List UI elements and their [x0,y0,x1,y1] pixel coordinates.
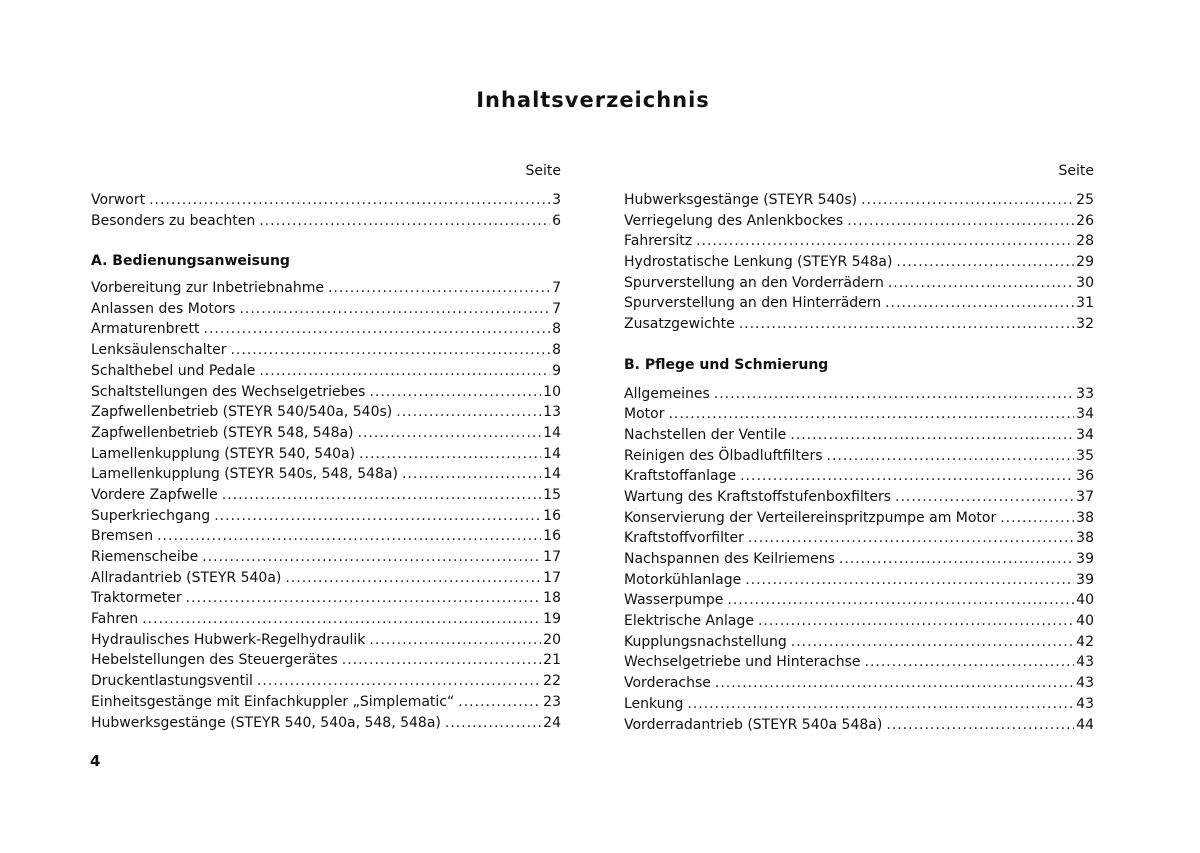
toc-entry-title: Fahrersitz [624,233,693,250]
toc-entry-title: Spurverstellung an den Vorderrädern [624,274,884,291]
dot-leader [259,211,550,232]
toc-entry-title: Lamellenkupplung (STEYR 540, 540a) [91,445,356,462]
dot-leader [359,444,541,465]
toc-entry-page: 28 [1076,233,1094,250]
dot-leader [402,464,541,485]
toc-entry-page: 19 [543,611,561,628]
toc-entry-title: Traktormeter [91,590,182,607]
toc-entry-page: 26 [1076,212,1094,229]
toc-entry-title: Spurverstellung an den Hinterrädern [624,295,882,312]
dot-leader [727,590,1074,611]
toc-entry [624,487,1094,508]
toc-entry-title: Motorkühlanlage [624,571,742,588]
toc-entry [91,190,561,211]
toc-left-column [91,160,561,733]
toc-entry-page: 43 [1076,675,1094,692]
toc-entry-title: Bremsen [91,528,154,545]
dot-leader [696,231,1074,252]
toc-entry-title: Hubwerksgestänge (STEYR 540s) [624,192,858,208]
dot-leader [214,506,541,527]
toc-entry [91,630,561,651]
toc-entry-title: Kraftstoffvorfilter [624,530,744,547]
dot-leader [847,211,1074,232]
toc-entry-page: 34 [1076,406,1094,423]
toc-entry [91,671,561,692]
toc-entry [91,568,561,589]
toc-entry-page: 30 [1076,274,1094,291]
page-title: Inhaltsverzeichnis [476,88,710,112]
toc-entry [91,319,561,340]
toc-entry-page: 39 [1076,551,1094,567]
toc-entry-page: 34 [1076,426,1094,443]
toc-entry-page: 33 [1076,385,1094,402]
toc-entry [624,590,1094,611]
toc-entry-page: 17 [543,549,561,565]
dot-leader [230,340,550,361]
toc-entry-title: Wasserpumpe [624,592,724,609]
toc-entry [91,650,561,671]
toc-entry [91,506,561,527]
dot-leader [885,293,1074,314]
toc-entry-title: Hydrostatische Lenkung (STEYR 548a) [624,254,893,271]
toc-entry-title: Elektrische Anlage [624,613,754,630]
dot-leader [687,694,1074,715]
toc-entry [91,588,561,609]
toc-entry-page: 20 [543,631,561,648]
toc-entry-title: Zapfwellenbetrieb (STEYR 540/540a, 540s) [91,404,393,421]
toc-entry [91,382,561,403]
toc-entry-title: Allgemeines [624,385,710,402]
dot-leader [888,273,1074,294]
toc-entry-title: Vordere Zapfwelle [91,486,218,503]
toc-entry [624,508,1094,529]
toc-entry [624,570,1094,591]
toc-entry [91,464,561,485]
dot-leader [715,673,1074,694]
toc-entry-title: Druckentlastungsventil [91,673,253,690]
toc-entry-page: 35 [1076,447,1094,464]
toc-entry-title: Reinigen des Ölbadluftfilters [624,447,823,464]
toc-entry-title: Vorbereitung zur Inbetriebnahme [91,280,324,297]
toc-entry-title: Hydraulisches Hubwerk-Regelhydraulik [91,631,366,648]
toc-entry-page: 18 [543,590,561,607]
toc-entry-title: Wechselgetriebe und Hinterachse [624,654,861,671]
toc-entry-title: Lamellenkupplung (STEYR 540s, 548, 548a) [91,466,398,483]
toc-entry-page: 42 [1076,633,1094,650]
toc-section-b-list [624,384,1094,736]
toc-continued-list [624,190,1094,335]
toc-entry-page: 25 [1076,192,1094,208]
toc-entry-page: 14 [543,466,561,483]
toc-entry-page: 17 [543,569,561,586]
toc-entry [91,340,561,361]
toc-right-column [624,160,1094,735]
toc-entry-page: 37 [1076,488,1094,505]
dot-leader [886,715,1074,736]
dot-leader [202,547,541,568]
toc-entry [91,485,561,506]
dot-leader [895,487,1074,508]
dot-leader [186,588,542,609]
toc-entry [624,190,1094,211]
toc-entry-title: Schalthebel und Pedale [91,362,256,379]
dot-leader [328,278,550,299]
dot-leader [865,652,1075,673]
toc-entry-title: Einheitsgestänge mit Einfachkuppler „Simplematic“ [91,693,455,710]
dot-leader [790,425,1074,446]
dot-leader [142,609,541,630]
toc-entry [624,673,1094,694]
page-number: 4 [90,752,101,770]
dot-leader [342,650,541,671]
toc-entry-title: Wartung des Kraftstoffstufenboxfilters [624,488,892,505]
toc-entry-page: 22 [543,673,561,690]
toc-entry-page: 16 [543,528,561,545]
toc-entry [91,713,561,734]
toc-entry-title: Riemenscheibe [91,549,199,565]
seite-label: Seite [1058,163,1094,179]
toc-entry-title: Motor [624,406,665,423]
toc-entry-title: Lenkung [624,695,684,712]
toc-intro-list [91,190,561,231]
toc-entry-page: 43 [1076,695,1094,712]
dot-leader [369,382,541,403]
toc-entry-page: 14 [543,424,561,441]
toc-entry-page: 9 [552,362,561,379]
toc-entry-title: Besonders zu beachten [91,212,256,229]
toc-entry [91,402,561,423]
toc-entry [91,444,561,465]
toc-entry-title: Hebelstellungen des Steuergerätes [91,652,338,669]
toc-entry-title: Vorderachse [624,675,711,692]
toc-entry-page: 10 [543,383,561,400]
toc-entry-page: 31 [1076,295,1094,312]
toc-entry [91,361,561,382]
toc-entry-page: 7 [552,300,561,317]
toc-entry-page: 23 [543,693,561,710]
dot-leader [239,299,550,320]
toc-entry [624,404,1094,425]
dot-leader [445,713,541,734]
section-heading: B. Pflege und Schmierung [624,356,829,373]
toc-entry-title: Nachspannen des Keilriemens [624,551,835,567]
toc-entry [624,273,1094,294]
toc-entry-title: Konservierung der Verteilereinspritzpumpe am Motor [624,509,997,526]
toc-entry-page: 44 [1076,716,1094,733]
dot-leader [740,466,1074,487]
dot-leader [149,190,550,211]
toc-section-a-list [91,278,561,733]
toc-entry-title: Hubwerksgestänge (STEYR 540, 540a, 548, 548a) [91,714,441,731]
dot-leader [157,526,541,547]
toc-entry-title: Armaturenbrett [91,321,200,338]
toc-entry [91,278,561,299]
toc-entry-page: 40 [1076,592,1094,609]
toc-entry-title: Anlassen des Motors [91,300,236,317]
toc-entry-title: Vorwort [91,192,146,208]
dot-leader [259,361,550,382]
toc-entry-title: Superkriechgang [91,507,211,524]
toc-entry-page: 8 [552,321,561,338]
toc-entry-page: 29 [1076,254,1094,271]
dot-leader [668,404,1074,425]
toc-entry [624,632,1094,653]
toc-entry-title: Lenksäulenschalter [91,342,227,359]
toc-entry-page: 40 [1076,613,1094,630]
toc-entry-page: 32 [1076,316,1094,333]
toc-entry-page: 13 [543,404,561,421]
dot-leader [827,446,1075,467]
toc-entry [624,466,1094,487]
dot-leader [791,632,1074,653]
toc-entry-title: Verriegelung des Anlenkbockes [624,212,844,229]
toc-entry-page: 8 [552,342,561,359]
toc-entry-page: 16 [543,507,561,524]
dot-leader [896,252,1074,273]
toc-entry-page: 7 [552,280,561,297]
toc-entry-page: 38 [1076,509,1094,526]
toc-entry [624,694,1094,715]
toc-entry-page: 21 [543,652,561,669]
toc-entry [624,384,1094,405]
dot-leader [222,485,541,506]
seite-label: Seite [525,163,561,179]
toc-entry-title: Kupplungsnachstellung [624,633,787,650]
toc-entry [91,211,561,232]
toc-entry [624,446,1094,467]
toc-entry [624,425,1094,446]
toc-entry-page: 36 [1076,468,1094,485]
dot-leader [204,319,551,340]
toc-entry [91,609,561,630]
toc-entry [91,547,561,568]
toc-entry-page: 39 [1076,571,1094,588]
dot-leader [739,314,1074,335]
toc-entry-page: 6 [552,212,561,229]
toc-entry-title: Schaltstellungen des Wechselgetriebes [91,383,366,400]
toc-entry [624,611,1094,632]
dot-leader [369,630,541,651]
toc-entry-title: Zusatzgewichte [624,316,735,333]
toc-entry-page: 24 [543,714,561,731]
toc-entry [91,423,561,444]
toc-entry [91,692,561,713]
dot-leader [285,568,541,589]
toc-entry-title: Zapfwellenbetrieb (STEYR 548, 548a) [91,424,354,441]
toc-entry [624,528,1094,549]
toc-entry-title: Allradantrieb (STEYR 540a) [91,569,282,586]
toc-entry-title: Nachstellen der Ventile [624,426,787,443]
dot-leader [748,528,1074,549]
dot-leader [257,671,541,692]
dot-leader [839,549,1074,570]
dot-leader [714,384,1074,405]
dot-leader [745,570,1074,591]
toc-entry [624,252,1094,273]
dot-leader [861,190,1074,211]
dot-leader [758,611,1074,632]
toc-entry-title: Kraftstoffanlage [624,468,737,485]
dot-leader [396,402,541,423]
toc-entry [624,293,1094,314]
toc-entry [624,549,1094,570]
section-heading: A. Bedienungsanweisung [91,253,290,270]
toc-entry [624,314,1094,335]
toc-entry [624,652,1094,673]
toc-entry [91,299,561,320]
toc-entry-title: Fahren [91,611,139,628]
toc-entry [624,231,1094,252]
dot-leader [1000,508,1074,529]
toc-entry [624,715,1094,736]
toc-entry-page: 38 [1076,530,1094,547]
toc-entry-page: 14 [543,445,561,462]
toc-entry [91,526,561,547]
dot-leader [358,423,542,444]
toc-entry-page: 15 [543,486,561,503]
toc-entry-title: Vorderradantrieb (STEYR 540a 548a) [624,716,883,733]
toc-entry-page: 43 [1076,654,1094,671]
toc-entry [624,211,1094,232]
toc-entry-page: 3 [552,192,561,208]
dot-leader [458,692,541,713]
